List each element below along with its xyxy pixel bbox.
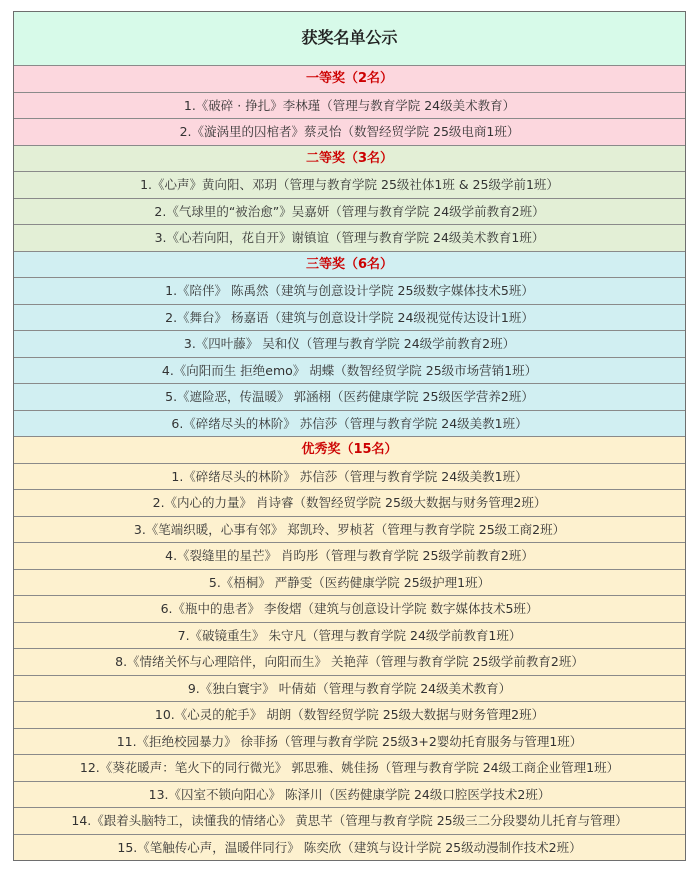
page-title: 获奖名单公示 [14,12,685,65]
list-item: 2.《气球里的“被治愈”》吴嘉妍（管理与教育学院 24级学前教育2班） [14,198,685,225]
list-item: 1.《破碎 · 挣扎》李林瑾（管理与教育学院 24级美术教育） [14,92,685,119]
list-item: 6.《瓶中的患者》 李俊熠（建筑与创意设计学院 数字媒体技术5班） [14,595,685,622]
section-header-second-prize: 二等奖（3名） [14,145,685,172]
list-item: 14.《跟着头脑特工，读懂我的情绪心》 黄思芊（管理与教育学院 25级三二分段婴幼儿托育与管理） [14,807,685,834]
list-item: 9.《独白寰宇》 叶倩茹（管理与教育学院 24级美术教育） [14,675,685,702]
section-header-excellence-prize: 优秀奖（15名） [14,436,685,463]
list-item: 1.《碎绪尽头的林阶》 苏信莎（管理与教育学院 24级美教1班） [14,463,685,490]
list-item: 2.《漩涡里的囚棺者》蔡灵怡（数智经贸学院 25级电商1班） [14,118,685,145]
list-item: 4.《裂缝里的星芒》 肖昀彤（管理与教育学院 25级学前教育2班） [14,542,685,569]
list-item: 4.《向阳而生 拒绝emo》 胡蝶（数智经贸学院 25级市场营销1班） [14,357,685,384]
list-item: 12.《葵花暖声：笔火下的同行微光》 郭思雅、姚佳扬（管理与教育学院 24级工商企业管理1班） [14,754,685,781]
list-item: 3.《笔端织暖，心事有邻》 郑凯玲、罗桢茗（管理与教育学院 25级工商2班） [14,516,685,543]
list-item: 15.《笔触传心声，温暖伴同行》 陈奕欣（建筑与设计学院 25级动漫制作技术2班） [14,834,685,861]
section-header-first-prize: 一等奖（2名） [14,65,685,92]
list-item: 2.《内心的力量》 肖诗睿（数智经贸学院 25级大数据与财务管理2班） [14,489,685,516]
list-item: 1.《陪伴》 陈禹然（建筑与创意设计学院 25级数字媒体技术5班） [14,277,685,304]
list-item: 3.《心若向阳，花自开》谢镇谊（管理与教育学院 24级美术教育1班） [14,224,685,251]
list-item: 3.《四叶藤》 吴和仪（管理与教育学院 24级学前教育2班） [14,330,685,357]
list-item: 5.《梧桐》 严静雯（医药健康学院 25级护理1班） [14,569,685,596]
list-item: 5.《遮险恶，传温暖》 郭涵栩（医药健康学院 25级医学营养2班） [14,383,685,410]
section-header-third-prize: 三等奖（6名） [14,251,685,278]
list-item: 13.《囚室不锁向阳心》 陈泽川（医药健康学院 24级口腔医学技术2班） [14,781,685,808]
list-item: 7.《破镜重生》 朱守凡（管理与教育学院 24级学前教育1班） [14,622,685,649]
list-item: 11.《拒绝校园暴力》 徐菲扬（管理与教育学院 25级3+2婴幼托育服务与管理1班） [14,728,685,755]
list-item: 6.《碎绪尽头的林阶》 苏信莎（管理与教育学院 24级美教1班） [14,410,685,437]
list-item: 1.《心声》黄向阳、邓玥（管理与教育学院 25级社体1班 & 25级学前1班） [14,171,685,198]
list-item: 10.《心灵的舵手》 胡朗（数智经贸学院 25级大数据与财务管理2班） [14,701,685,728]
list-item: 2.《舞台》 杨嘉语（建筑与创意设计学院 24级视觉传达设计1班） [14,304,685,331]
list-item: 8.《情绪关怀与心理陪伴，向阳而生》 关艳萍（管理与教育学院 25级学前教育2班） [14,648,685,675]
award-list-table [13,11,686,861]
